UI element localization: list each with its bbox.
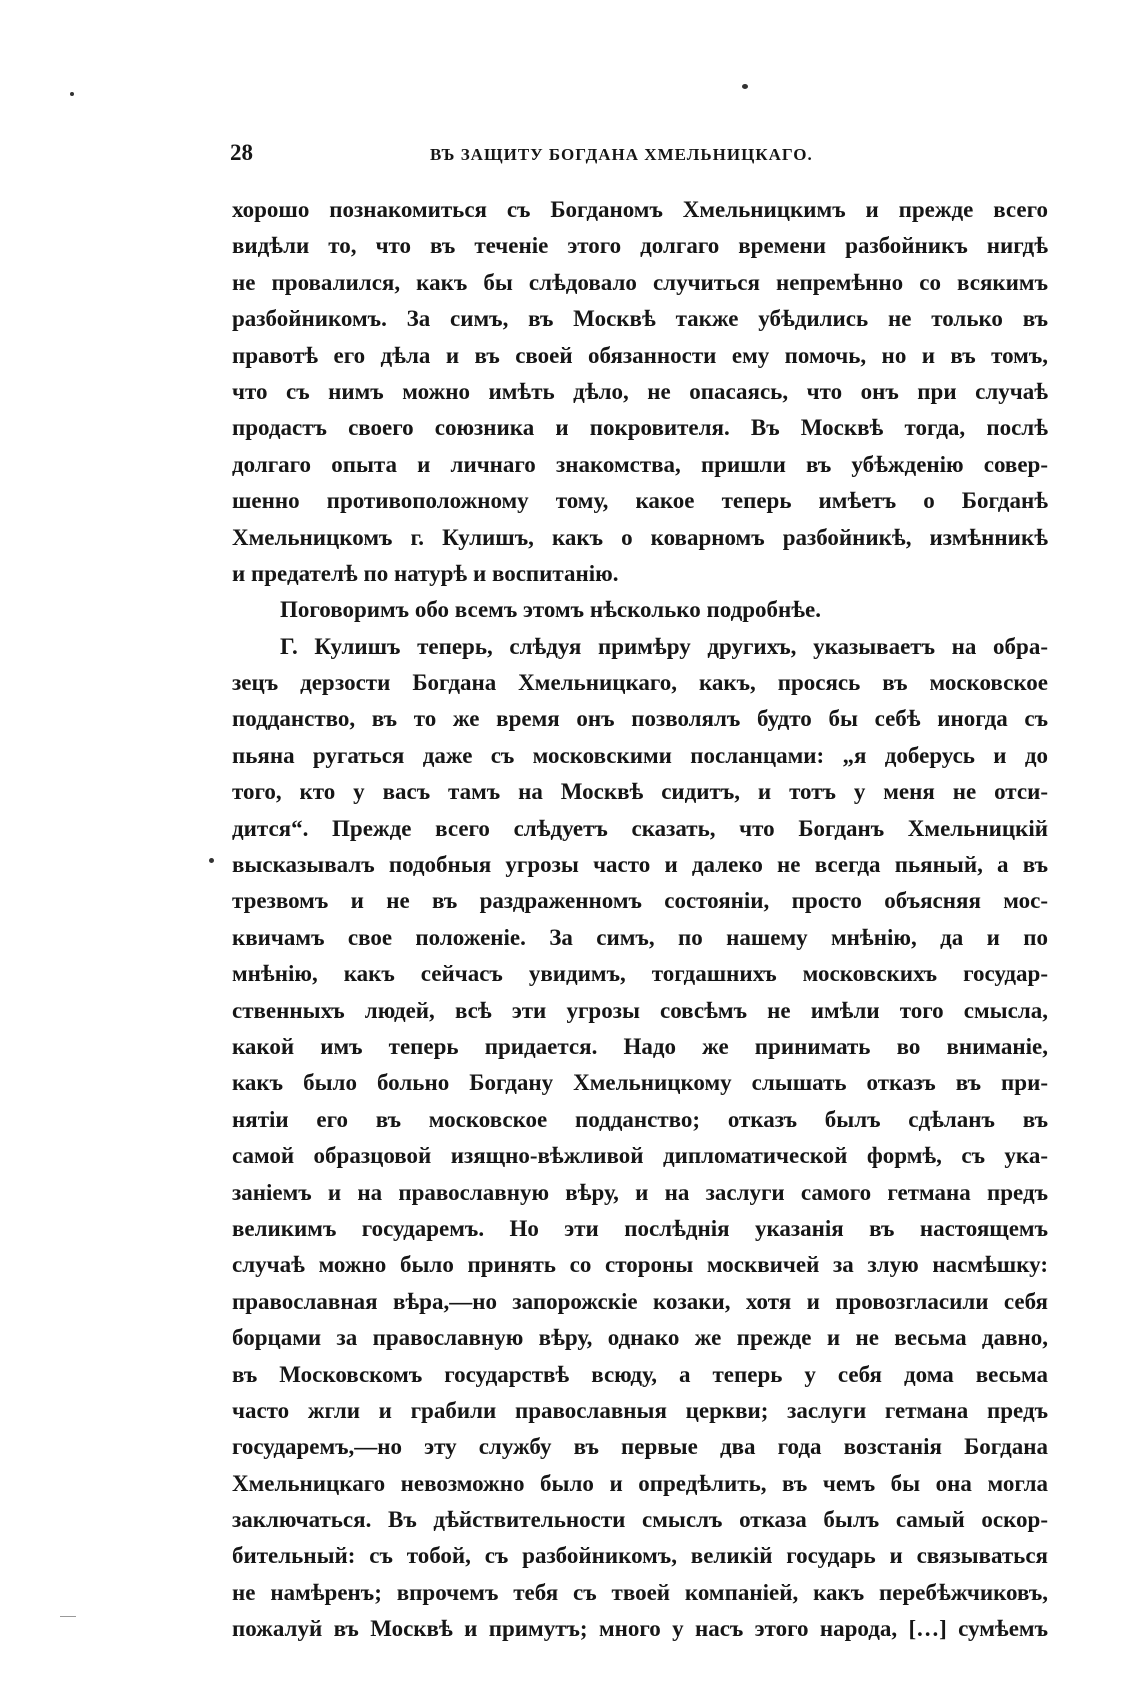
text-line: Г. Кулишъ теперь, слѣдуя примѣру другихъ, указываетъ на обра- (280, 633, 1048, 659)
page-number: 28 (230, 140, 253, 165)
text-line: какъ было больно Богдану Хмельницкому слышать отказъ въ при- (232, 1070, 1048, 1096)
text-line: бительный: съ тобой, съ разбойникомъ, великій государь и связываться (232, 1543, 1048, 1569)
page-header (230, 140, 850, 180)
text-line: долгаго опыта и личнаго знакомства, пришли въ убѣжденію совер- (232, 451, 1048, 477)
body-text (232, 192, 1048, 1648)
text-line: что съ нимъ можно имѣть дѣло, не опасаясь, что онъ при случаѣ (232, 378, 1048, 404)
text-line: заніемъ и на православную вѣру, и на заслуги самого гетмана предъ (232, 1179, 1048, 1205)
text-line: Хмельницкаго невозможно было и опредѣлить, въ чемъ бы она могла (232, 1470, 1048, 1496)
text-line: заключаться. Въ дѣйствительности смыслъ отказа былъ самый оскор- (232, 1507, 1048, 1533)
text-line: и предателѣ по натурѣ и воспитанію. (232, 560, 619, 586)
text-line: часто жгли и грабили православныя церкви; заслуги гетмана предъ (232, 1397, 1048, 1423)
text-line: дится“. Прежде всего слѣдуетъ сказать, что Богданъ Хмельницкій (232, 815, 1048, 841)
text-line: православная вѣра,—но запорожскіе козаки, хотя и провозгласили себя (232, 1288, 1048, 1314)
text-line: не намѣренъ; впрочемъ тебя съ твоей компаніей, какъ перебѣжчиковъ, (232, 1579, 1048, 1605)
text-line: Поговоримъ обо всемъ этомъ нѣсколько подробнѣе. (280, 597, 822, 623)
text-line: шенно противоположному тому, какое теперь имѣетъ о Богданѣ (232, 488, 1048, 514)
text-line: государемъ,—но эту службу въ первые два года возстанія Богдана (232, 1434, 1048, 1460)
text-line: высказывалъ подобныя угрозы часто и далеко не всегда пьяный, а въ (232, 852, 1048, 878)
text-line: трезвомъ и не въ раздраженномъ состояніи, просто объясняя мос- (232, 888, 1048, 914)
text-line: хорошо познакомиться съ Богданомъ Хмельницкимъ и прежде всего (232, 197, 1048, 222)
text-line: мнѣнію, какъ сейчасъ увидимъ, тогдашнихъ московскихъ государ- (232, 961, 1048, 987)
text-line: нятіи его въ московское подданство; отказъ былъ сдѣланъ въ (232, 1106, 1048, 1132)
text-line: правотѣ его дѣла и въ своей обязанности ему помочь, но и въ томъ, (232, 342, 1048, 368)
text-line: въ Московскомъ государствѣ всюду, а теперь у себя дома весьма (232, 1361, 1048, 1387)
text-line: разбойникомъ. За симъ, въ Москвѣ также убѣдились не только въ (232, 306, 1048, 332)
text-line: пожалуй въ Москвѣ и примутъ; много у насъ этого народа, […] сумѣемъ (232, 1616, 1048, 1642)
ink-speck (742, 84, 748, 89)
ink-speck (209, 858, 214, 863)
text-line: Хмельницкомъ г. Кулишъ, какъ о коварномъ разбойникѣ, измѣнникѣ (232, 524, 1048, 550)
text-line: пьяна ругаться даже съ московскими посланцами: „я доберусь и до (232, 742, 1048, 768)
text-line: ственныхъ людей, всѣ эти угрозы совсѣмъ не имѣли того смысла, (232, 997, 1048, 1023)
text-line: борцами за православную вѣру, однако же прежде и не весьма давно, (232, 1325, 1048, 1351)
text-line: подданство, въ то же время онъ позволялъ будто бы себѣ иногда съ (232, 706, 1048, 732)
text-line: самой образцовой изящно-вѣжливой дипломатической формѣ, съ ука- (232, 1143, 1048, 1169)
text-line: видѣли то, что въ теченіе этого долгаго времени разбойникъ нигдѣ (232, 233, 1048, 259)
text-line: того, кто у васъ тамъ на Москвѣ сидитъ, и тотъ у меня не отси- (232, 779, 1048, 805)
text-line: квичамъ свое положеніе. За симъ, по нашему мнѣнію, да и по (232, 924, 1048, 950)
margin-mark (60, 1616, 76, 1617)
ink-speck (70, 92, 74, 96)
running-head: ВЪ ЗАЩИТУ БОГДАНА ХМЕЛЬНИЦКАГО. (430, 145, 813, 164)
text-line: не провалился, какъ бы слѣдовало случиться непремѣнно со всякимъ (232, 269, 1048, 295)
text-line: зецъ дерзости Богдана Хмельницкаго, какъ, просясь въ московское (232, 670, 1048, 696)
text-line: случаѣ можно было принять со стороны москвичей за злую насмѣшку: (232, 1252, 1048, 1278)
text-line: продастъ своего союзника и покровителя. Въ Москвѣ тогда, послѣ (232, 415, 1048, 441)
text-line: какой имъ теперь придается. Надо же принимать во вниманіе, (232, 1033, 1048, 1059)
text-line: великимъ государемъ. Но эти послѣднія указанія въ настоящемъ (232, 1215, 1048, 1241)
